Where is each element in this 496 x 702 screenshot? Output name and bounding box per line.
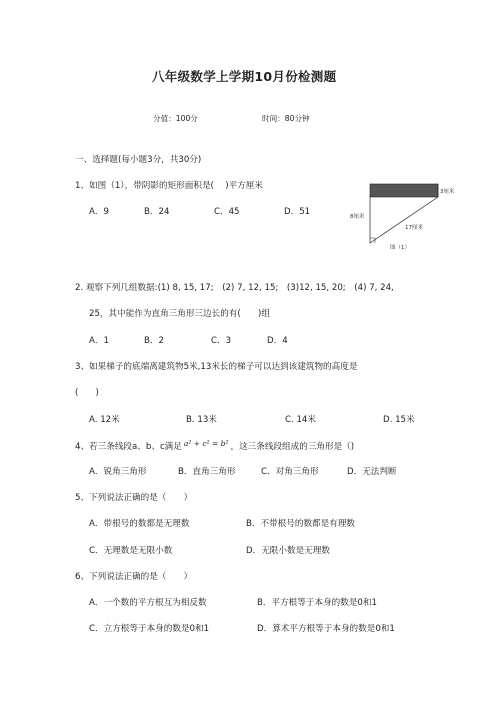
q2-option-d: D．4 bbox=[267, 336, 288, 346]
q4-option-a: A．锐角三角形 bbox=[89, 467, 147, 477]
q4-option-d: D．无法判断 bbox=[347, 467, 397, 477]
fig-left-label: 8厘米 bbox=[350, 214, 365, 220]
fig-caption: 图（1） bbox=[390, 245, 410, 251]
q2-option-a: A．1 bbox=[89, 336, 109, 346]
q4-formula: a² + c² = b² bbox=[183, 439, 229, 448]
q4-stem-before: 4、若三条线段a、b、c满足 bbox=[75, 442, 182, 452]
q1-option-d: D．51 bbox=[284, 207, 311, 217]
fig-top-label: 3厘米 bbox=[440, 189, 455, 195]
q3-option-a: A. 12米 bbox=[89, 415, 120, 425]
score-info: 分值：100分 bbox=[153, 114, 198, 123]
q2-option-c: C．3 bbox=[211, 336, 232, 346]
q4-option-c: C．对角三角形 bbox=[261, 467, 319, 477]
q6-option-d: D．算术平方根等于本身的数是0和1 bbox=[257, 624, 395, 634]
question-1-stem: 1、如图（1），带阴影的矩形面积是( )平方厘米 bbox=[75, 181, 263, 191]
question-2-line1: 2. 观察下列几组数据:(1) 8, 15, 17; (2) 7, 12, 15; (3)12, 15, 20; (4) 7, 24, bbox=[75, 283, 394, 293]
fig-hyp-label: 17厘米 bbox=[405, 225, 423, 231]
q6-option-b: B．平方根等于本身的数是0和1 bbox=[257, 598, 377, 608]
figure-1-diagram bbox=[348, 178, 468, 258]
question-2-line2: 25，其中能作为直角三角形三边长的有( )组 bbox=[89, 309, 270, 319]
q1-option-c: C．45 bbox=[214, 207, 240, 217]
q5-option-d: D．无限小数是无理数 bbox=[246, 546, 330, 556]
q4-option-b: B．直角三角形 bbox=[178, 467, 236, 477]
q5-option-c: C．无理数是无限小数 bbox=[89, 546, 173, 556]
question-4-stem bbox=[75, 441, 354, 453]
time-info: 时间：80分钟 bbox=[262, 114, 310, 123]
q6-option-a: A．一个数的平方根互为相反数 bbox=[89, 598, 207, 608]
shaded-rectangle bbox=[370, 184, 438, 197]
question-3-line2: ( ) bbox=[75, 388, 99, 398]
question-3-line1: 3、如果梯子的底端离建筑物5米,13米长的梯子可以达到该建筑物的高度是 bbox=[75, 362, 358, 372]
q2-option-b: B．2 bbox=[144, 336, 164, 346]
question-5-stem: 5、下列说法正确的是（ ） bbox=[75, 493, 193, 503]
q6-option-c: C．立方根等于本身的数是0和1 bbox=[89, 624, 210, 634]
question-6-stem: 6、下列说法正确的是（ ） bbox=[75, 572, 193, 582]
q3-option-d: D. 15米 bbox=[383, 415, 415, 425]
q3-option-c: C. 14米 bbox=[285, 415, 316, 425]
q3-option-b: B. 13米 bbox=[186, 415, 217, 425]
q5-option-a: A．带根号的数都是无理数 bbox=[89, 519, 190, 529]
q1-option-a: A．9 bbox=[89, 207, 109, 217]
q5-option-b: B．不带根号的数都是有理数 bbox=[246, 519, 356, 529]
section-heading: 一、选择题(每小题3分，共30分) bbox=[75, 155, 202, 165]
page-title: 八年级数学上学期10月份检测题 bbox=[152, 69, 337, 84]
q4-stem-after: ，这三条线段组成的三角形是（) bbox=[230, 442, 355, 452]
q1-option-b: B．24 bbox=[144, 207, 170, 217]
